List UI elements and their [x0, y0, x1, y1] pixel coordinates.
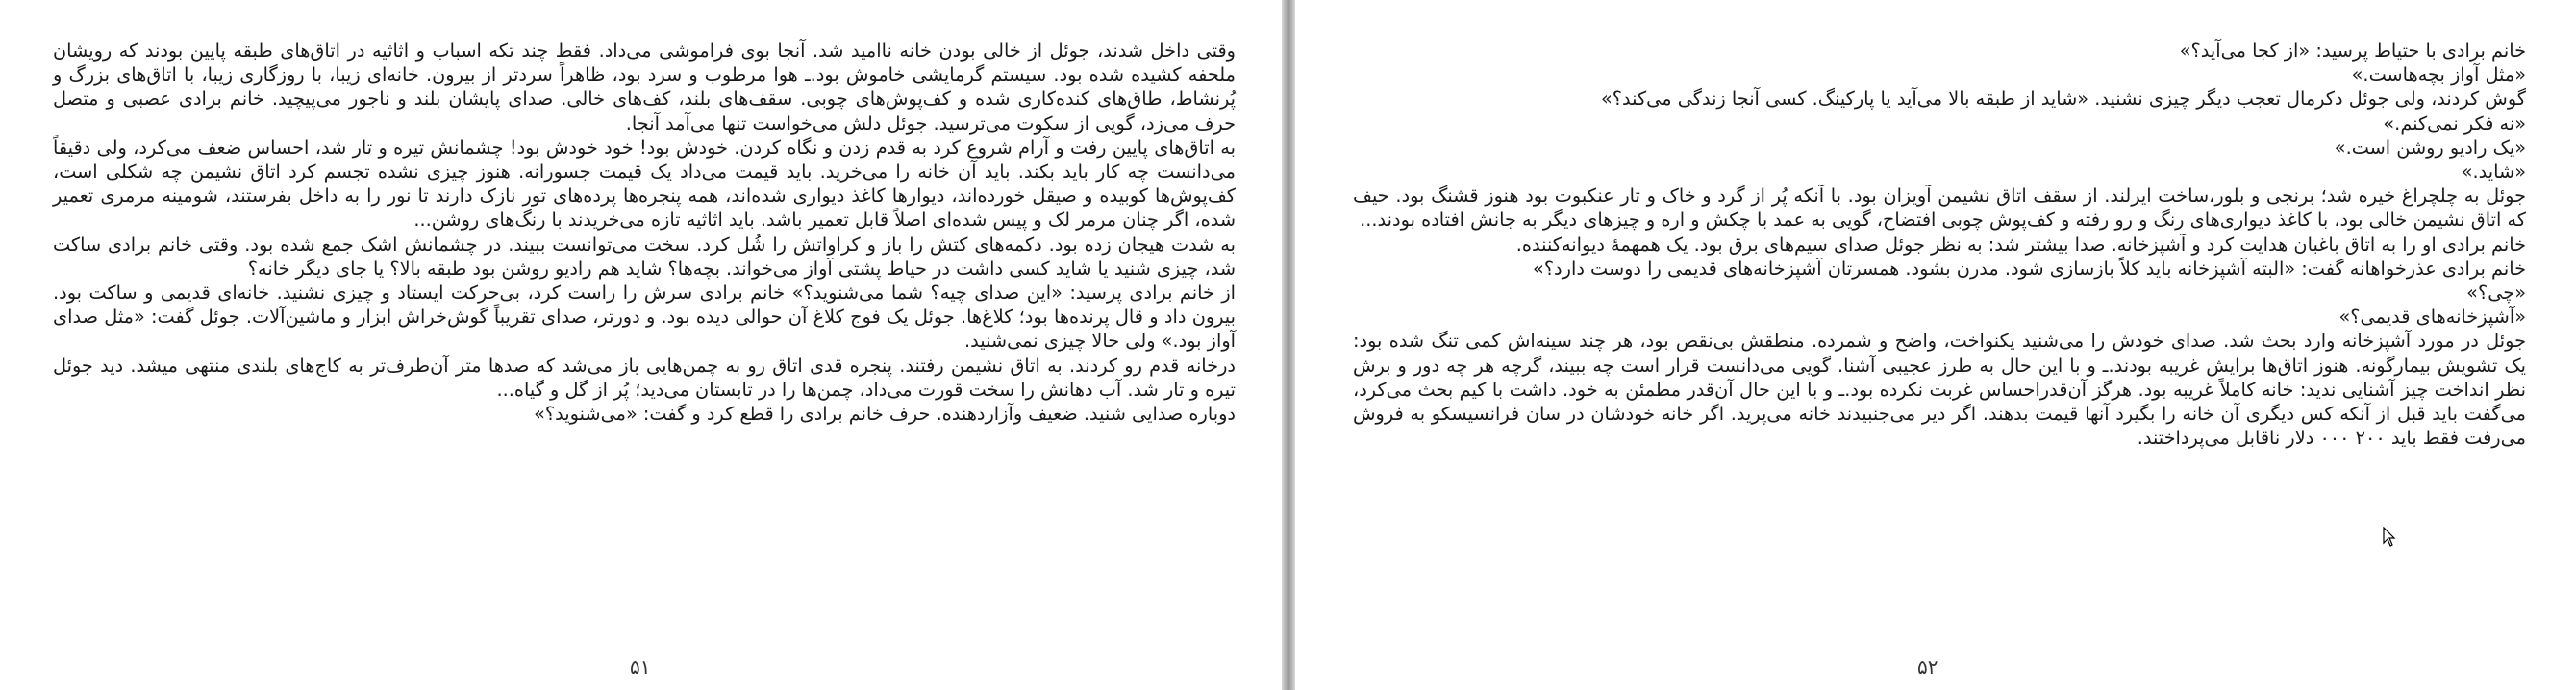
paragraph: «مثل آواز بچه‌هاست.»	[2351, 63, 2526, 86]
paragraph: خانم برادی عذرخواهانه گفت: «البته آشپزخانه باید کلاً بازسازی شود. مدرن بشود. همسرتان آشپزخانه‌های قدیمی را دوست دارد؟»	[1533, 257, 2526, 280]
paragraph: جوئل در مورد آشپزخانه وارد بحث شد. صدای خودش را می‌شنید یکنواخت، واضح و شمرده. منطقش بی‌نقص بود، هر چند سینه‌اش کمی تنگ شده بود: یک تشویش بیمارگونه. هنوز اتاق‌ها برایش غریبه بودند.ـ و با این حال به طرز عجیبی آشنا. گویی می‌دانست قرار است چه ببیند، گرچه هر چه دور و برش نظر انداخت چیز آشنایی ندید: خانه کاملاً غریبه بود. هرگز آن‌قدراحساس غربت نکرده بود.ـ و با این حال آن‌قدر مطمئن به خود. داشت با کیم بحث می‌کرد، می‌گفت باید قبل از آنکه کس دیگری آن خانه را بگیرد آنها قیمت بدهند. اگر دیر می‌جنبیدند خانه می‌پرید. اگر خانه خودشان در سان فرانسیسکو به فروش می‌رفت فقط باید ۲۰۰ ۰۰۰ دلار ناقابل می‌پرداختند.	[1353, 330, 2526, 450]
right-page	[1295, 0, 2576, 690]
paragraph: وقتی داخل شدند، جوئل از خالی بودن خانه ناامید شد. آنجا بوی فراموشی می‌داد. فقط چند تکه اسباب و اثاثیه در اتاق‌های طبقه پایین بودند که رویشان ملحفه کشیده شده بود. سیستم گرمایشی خاموش بود.ـ هوا مرطوب و سرد بود، ظاهراً سردتر از بیرون. خانه‌ای زیبا، با روزگاری زیبا، با اتاق‌های بزرگ و پُرنشاط، طاق‌های کنده‌کاری شده و کف‌پوش‌های چوبی. سقف‌های بلند، کف‌های خالی. صدای پایشان بلند و ناجور می‌پیچید. خانم برادی عصبی و متصل حرف می‌زد، گویی از سکوت می‌ترسید. جوئل دلش می‌خواست تنها می‌آمد آنجا.	[53, 39, 1236, 135]
paragraph: خانم برادی او را به اتاق باغبان هدایت کرد و آشپزخانه. صدا بیشتر شد: به نظر جوئل صدای سیم‌های برق بود. یک همهمهٔ دیوانه‌کننده.	[1515, 233, 2526, 256]
paragraph: دوباره صدایی شنید. ضعیف وآزاردهنده. حرف خانم برادی را قطع کرد و گفت: «می‌شنوید؟»	[534, 403, 1236, 426]
paragraph: «شاید.»	[2461, 160, 2526, 184]
left-page-body	[53, 38, 1236, 426]
right-page-body	[1353, 38, 2526, 450]
paragraph: «چی؟»	[2466, 282, 2526, 305]
paragraph: جوئل به چلچراغ خیره شد؛ برنجی و بلور،ساخت ایرلند. از سقف اتاق نشیمن آویزان بود. با آنکه پُر از گرد و خاک و تار عنکبوت بود هنوز قشنگ بود. حیف که اتاق نشیمن خالی بود، با کاغذ دیواری‌های رنگ و رو رفته و کف‌پوش چوبی افتضاح، گویی به عمد با چکش و اره و چیزهای دیگر به جانش افتاده بودند...	[1353, 185, 2526, 232]
paragraph: گوش کردند، ولی جوئل دکرمال تعجب دیگر چیزی نشنید. «شاید از طبقه بالا می‌آید یا پارکینگ. کسی آنجا زندگی می‌کند؟»	[1601, 87, 2526, 111]
paragraph: از خانم برادی پرسید: «این صدای چیه؟ شما می‌شنوید؟» خانم برادی سرش را راست کرد، بی‌حرکت ایستاد و چیزی نشنید. خانه‌ای قدیمی و ساکت بود. بیرون داد و قال پرنده‌ها بود؛ کلاغ‌ها. جوئل یک فوج کلاغ آن حوالی دیده بود. و دورتر، صدای تقریباً گوش‌خراش ابزار و ماشین‌آلات. جوئل گفت: «مثل صدای آواز بود.» ولی حالا چیزی نمی‌شنید.	[53, 282, 1236, 353]
paragraph: به شدت هیجان زده بود. دکمه‌های کتش را باز و کراواتش را شُل کرد. سخت می‌توانست ببیند. در چشمانش اشک جمع شده بود. وقتی خانم برادی ساکت شد، چیزی شنید یا شاید کسی داشت در حیاط پشتی آواز می‌خواند. بچه‌ها؟ شاید هم رادیو روشن بود طبقه بالا؟ یا جای دیگر خانه؟	[53, 233, 1236, 280]
paragraph: درخانه قدم رو کردند. به اتاق نشیمن رفتند. پنجره قدی اتاق رو به چمن‌هایی باز می‌شد که صدها متر آن‌طرف‌تر به کاج‌های بلندی منتهی میشد. دید جوئل تیره و تار شد. آب دهانش را سخت قورت می‌داد، چمن‌ها را در تابستان می‌دید؛ پُر از گل و گیاه...	[53, 354, 1236, 401]
page-gutter	[1282, 0, 1295, 690]
paragraph: «نه فکر نمی‌کنم.»	[2383, 111, 2526, 135]
paragraph: «آشپزخانه‌های قدیمی؟»	[2338, 306, 2526, 329]
paragraph: به اتاق‌های پایین رفت و آرام شروع کرد به قدم زدن و نگاه کردن. خودش بود! خود خودش بود! چشمانش تیره و تار شد، احساس ضعف می‌کرد، ولی دقیقاً می‌دانست چه کار باید بکند. باید آن خانه را می‌خرید. باید قیمت می‌داد یک قیمت جسورانه. هنوز چیزی نشده تجسم کرد اتاق نشیمن چه شکلی است، کف‌پوش‌ها کوبیده و صیقل خورده‌اند، دیوارها کاغذ دیواری شده‌اند، همه پنجره‌ها پرده‌های تور نازک دارند تا نور را به داخل بفرستند، شومینه مرمری تعمیر شده، اگر چنان مرمر لک و پیس شده‌ای اصلاً قابل تعمیر باشد. باید اثاثیه تازه می‌خریدند با رنگ‌های روشن...	[53, 136, 1236, 232]
page-number: ۵۲	[1917, 655, 1938, 678]
paragraph: خانم برادی با حتیاط پرسید: «از کجا می‌آید؟»	[2179, 39, 2526, 62]
mouse-cursor-icon	[2383, 527, 2396, 548]
paragraph: «یک رادیو روشن است.»	[2334, 136, 2526, 159]
left-page	[0, 0, 1282, 690]
page-number: ۵۱	[630, 655, 651, 678]
